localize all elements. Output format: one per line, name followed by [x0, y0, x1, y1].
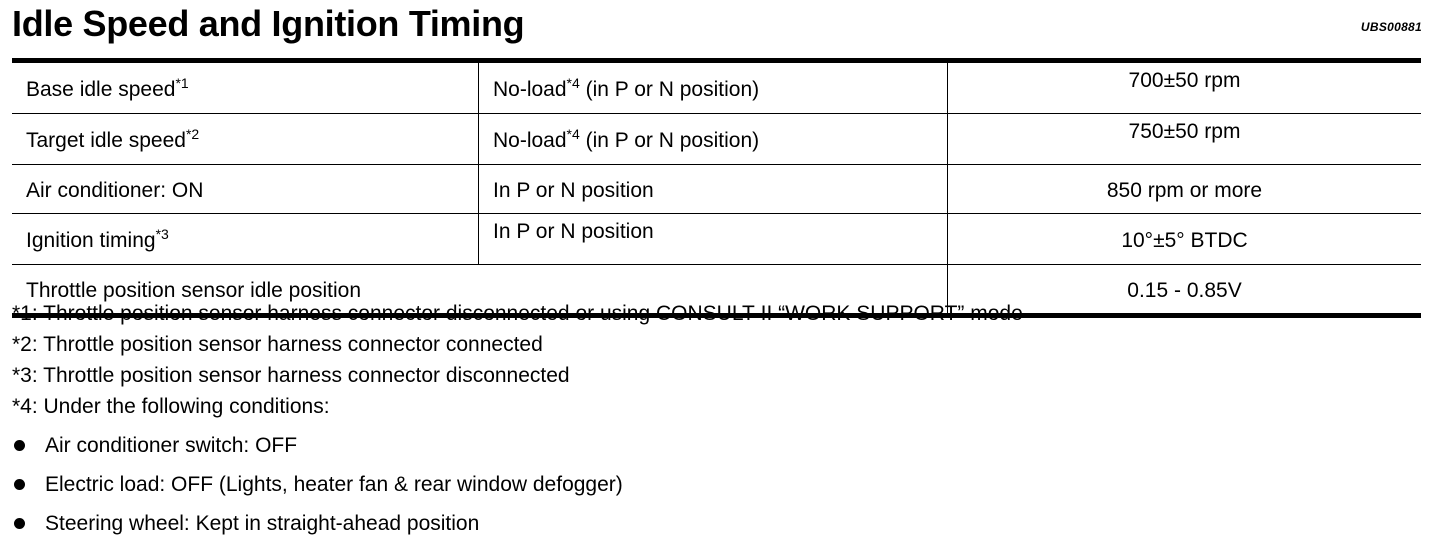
list-item-text: Electric load: OFF (Lights, heater fan & rear window defogger) [45, 472, 623, 496]
table-row [12, 165, 1421, 214]
list-item [12, 504, 623, 543]
value-cell: 10°±5° BTDC [948, 214, 1422, 265]
condition-cell: In P or N position [479, 165, 948, 214]
value-cell: 0.15 - 0.85V [948, 265, 1422, 316]
list-item [12, 426, 623, 465]
bullet-icon [14, 518, 25, 529]
list-item-text: Air conditioner switch: OFF [45, 433, 298, 457]
spec-table [12, 58, 1421, 318]
footnotes [12, 298, 1023, 422]
item-label: Target idle speed [26, 129, 186, 152]
condition-cell [479, 114, 948, 165]
item-label: Ignition timing [26, 229, 156, 252]
condition-label: No-load [493, 129, 567, 152]
footnote: *1: Throttle position sensor harness connector disconnected or using CONSULT-II “WORK SUPPORT” mode [12, 302, 1023, 325]
item-cell [12, 214, 479, 265]
item-cell: Throttle position sensor idle position [12, 265, 948, 316]
table-row [12, 114, 1421, 165]
condition-suffix: (in P or N position) [579, 78, 760, 101]
value-cell: 750±50 rpm [948, 114, 1422, 165]
bullet-icon [14, 479, 25, 490]
footnote-marker: *4 [566, 75, 580, 91]
page-title: Idle Speed and Ignition Timing [12, 3, 525, 44]
condition-cell [479, 61, 948, 114]
value-cell: 850 rpm or more [948, 165, 1422, 214]
item-cell [12, 61, 479, 114]
table-row [12, 61, 1421, 114]
footnote-marker: *4 [566, 126, 580, 142]
footnote: *2: Throttle position sensor harness connector connected [12, 333, 543, 356]
item-label: Air conditioner: ON [26, 179, 204, 202]
document-code: UBS00881 [1360, 20, 1422, 34]
item-cell [12, 165, 479, 214]
footnote-marker: *3 [155, 226, 169, 242]
condition-cell: In P or N position [479, 214, 948, 265]
item-cell [12, 114, 479, 165]
list-item [12, 465, 623, 504]
footnote: *3: Throttle position sensor harness connector disconnected [12, 364, 570, 387]
footnote-marker: *2 [185, 126, 200, 142]
condition-suffix: (in P or N position) [579, 129, 760, 152]
footnote: *4: Under the following conditions: [12, 395, 330, 418]
bullet-icon [14, 440, 25, 451]
condition-label: No-load [493, 78, 567, 101]
condition-list [12, 426, 623, 543]
list-item-text: Steering wheel: Kept in straight-ahead position [45, 511, 480, 535]
table-row [12, 214, 1421, 265]
value-cell: 700±50 rpm [948, 61, 1422, 114]
footnote-marker: *1 [175, 75, 189, 91]
item-label: Base idle speed [26, 78, 176, 101]
